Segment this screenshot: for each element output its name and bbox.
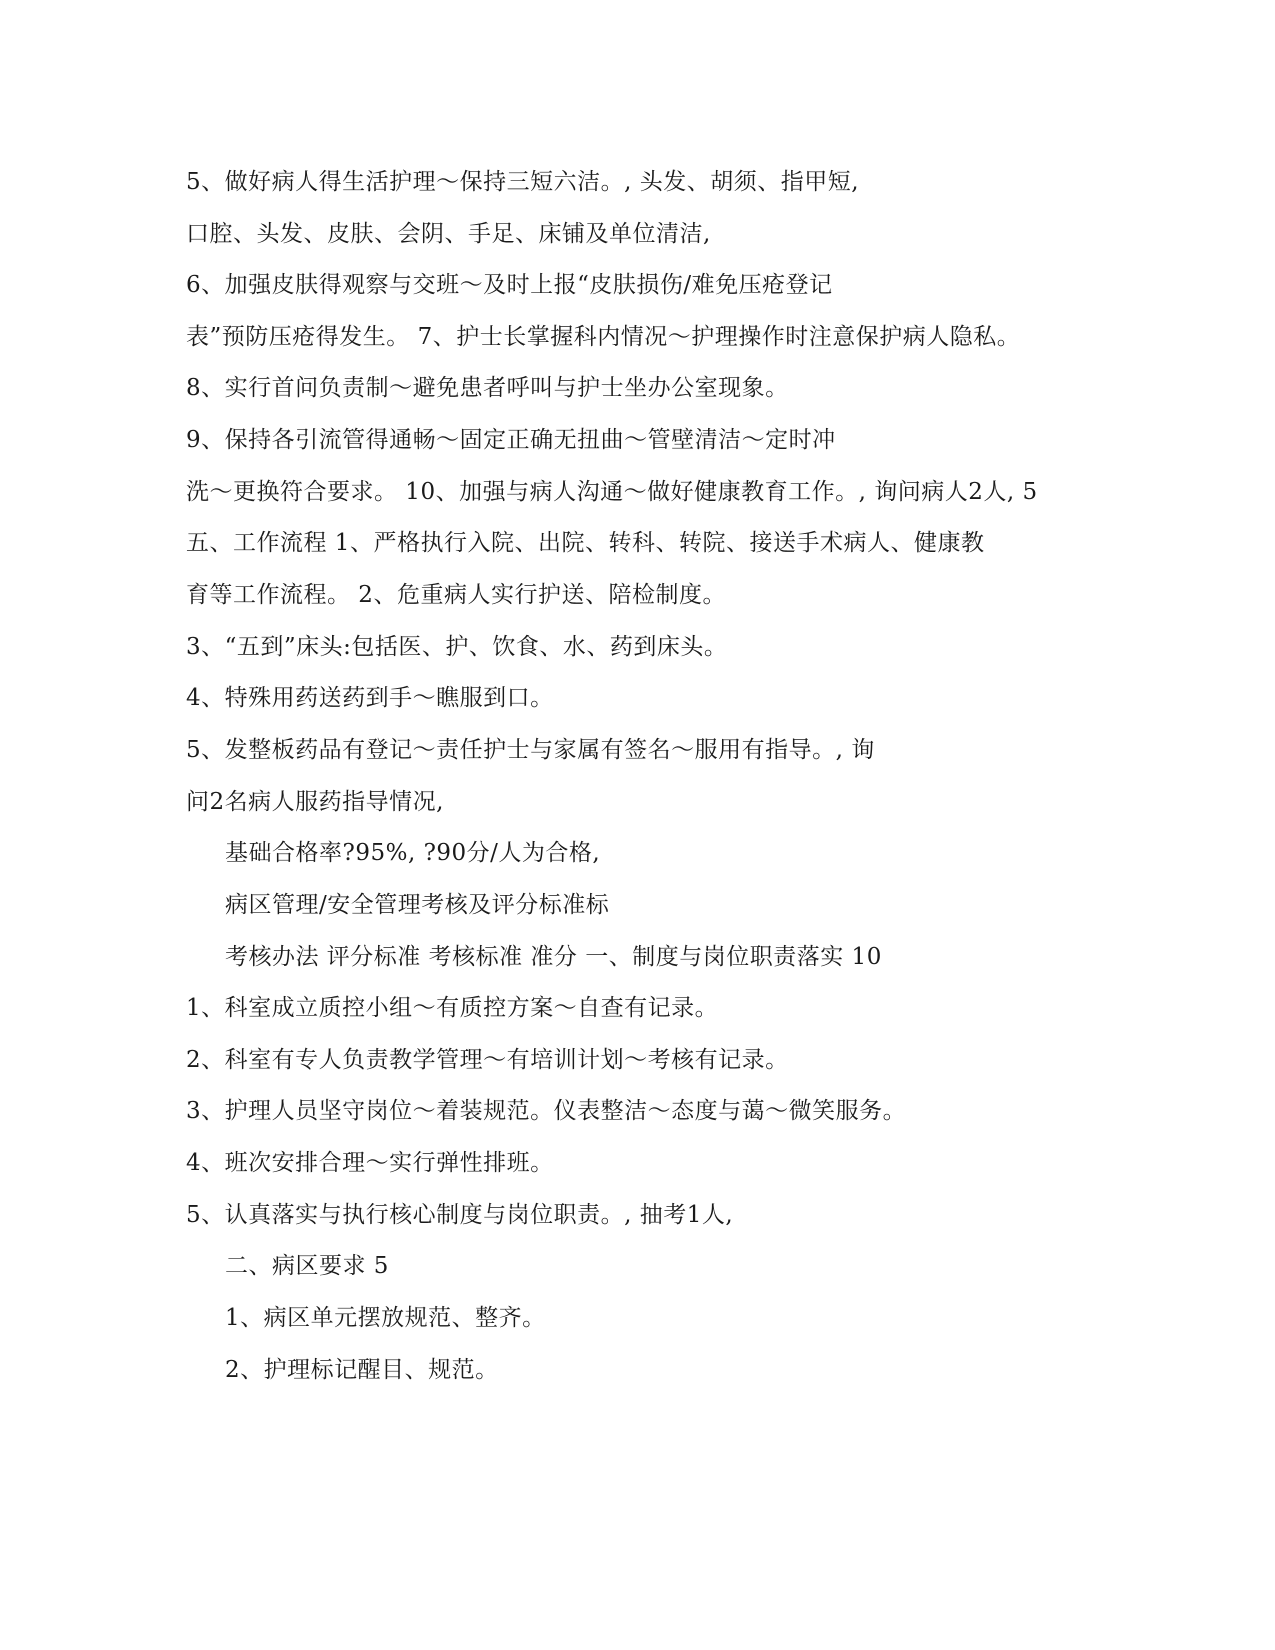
text-line: 洗～更换符合要求。 10、加强与病人沟通～做好健康教育工作。, 询问病人2人, 5 xyxy=(186,479,1038,505)
text-line: 8、实行首问负责制～避免患者呼叫与护士坐办公室现象。 xyxy=(186,375,789,401)
text-line: 4、特殊用药送药到手～瞧服到口。 xyxy=(186,685,554,711)
text-line: 9、保持各引流管得通畅～固定正确无扭曲～管壁清洁～定时冲 xyxy=(186,427,836,453)
text-line: 表”预防压疮得发生。 7、护士长掌握科内情况～护理操作时注意保护病人隐私。 xyxy=(186,324,1021,350)
text-line: 问2名病人服药指导情况, xyxy=(186,789,444,815)
text-line: 5、发整板药品有登记～责任护士与家属有签名～服用有指导。, 询 xyxy=(186,737,875,763)
text-line: 2、科室有专人负责教学管理～有培训计划～考核有记录。 xyxy=(186,1047,789,1073)
table-header-line: 考核办法 评分标准 考核标准 准分 一、制度与岗位职责落实 10 xyxy=(225,944,882,970)
text-line: 4、班次安排合理～实行弹性排班。 xyxy=(186,1150,554,1176)
text-line: 3、“五到”床头:包括医、护、饮食、水、药到床头。 xyxy=(186,634,728,660)
section-heading: 五、工作流程 1、严格执行入院、出院、转科、转院、接送手术病人、健康教 xyxy=(186,530,985,556)
section-heading: 二、病区要求 5 xyxy=(225,1253,389,1279)
text-line: 3、护理人员坚守岗位～着装规范。仪表整洁～态度与蔼～微笑服务。 xyxy=(186,1098,907,1124)
text-line: 1、科室成立质控小组～有质控方案～自查有记录。 xyxy=(186,995,719,1021)
text-line: 育等工作流程。 2、危重病人实行护送、陪检制度。 xyxy=(186,582,726,608)
section-title: 病区管理/安全管理考核及评分标准标 xyxy=(225,892,610,918)
text-line: 5、做好病人得生活护理～保持三短六洁。, 头发、胡须、指甲短, xyxy=(186,169,860,195)
text-line: 5、认真落实与执行核心制度与岗位职责。, 抽考1人, xyxy=(186,1202,734,1228)
text-line: 6、加强皮肤得观察与交班～及时上报“皮肤损伤/难免压疮登记 xyxy=(186,272,833,298)
text-line: 1、病区单元摆放规范、整齐。 xyxy=(225,1305,546,1331)
text-line: 口腔、头发、皮肤、会阴、手足、床铺及单位清洁, xyxy=(186,221,711,247)
text-line: 2、护理标记醒目、规范。 xyxy=(225,1357,499,1383)
text-line: 基础合格率?95%, ?90分/人为合格, xyxy=(225,840,601,866)
